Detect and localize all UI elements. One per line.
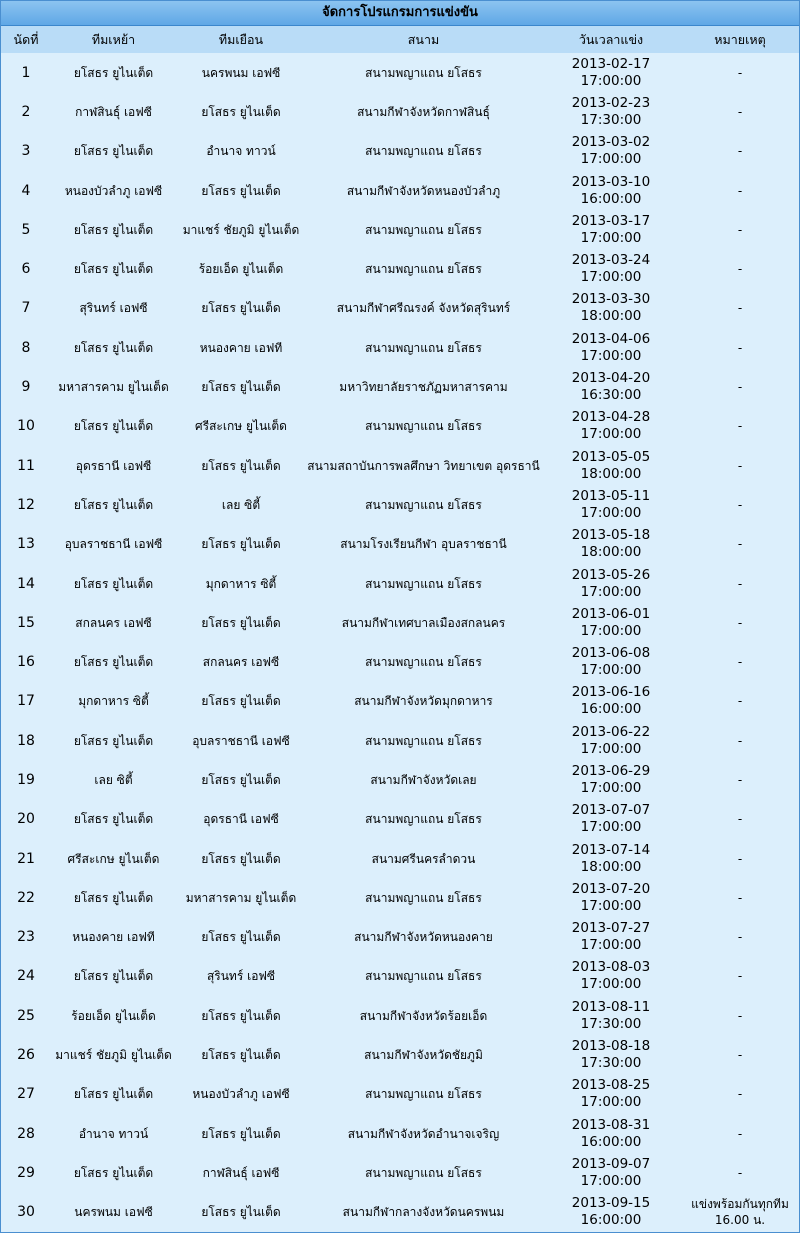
away-team: ยโสธร ยูไนเต็ด (201, 1048, 281, 1063)
stadium: สนามกีฬาศรีณรงค์ จังหวัดสุรินทร์ (336, 301, 511, 316)
table-row (1, 682, 799, 721)
table-row (1, 367, 799, 406)
match-datetime (541, 446, 681, 485)
away-team: ยโสธร ยูไนเต็ด (201, 301, 281, 316)
match-number: 15 (17, 614, 35, 631)
match-time: 17:00:00 (580, 976, 642, 993)
stadium: สนามพญาแถน ยโสธร (365, 144, 482, 159)
match-time: 17:00:00 (580, 347, 642, 364)
match-datetime (541, 92, 681, 131)
match-number: 9 (21, 379, 31, 396)
match-date: 2013-05-05 (571, 448, 651, 465)
match-datetime (541, 1114, 681, 1153)
match-number: 13 (17, 536, 35, 553)
match-number: 7 (21, 300, 31, 317)
match-date: 2013-08-18 (571, 1038, 651, 1055)
match-date: 2013-09-15 (571, 1195, 651, 1212)
stadium: สนามสถาบันการพลศึกษา วิทยาเขต อุดรธานี (307, 458, 540, 473)
match-date: 2013-02-17 (571, 55, 651, 72)
home-team: นครพนม เอฟซี (74, 1205, 153, 1220)
match-date: 2013-03-10 (571, 173, 651, 190)
stadium: สนามกีฬากลางจังหวัดนครพนม (342, 1205, 505, 1220)
note: - (737, 1087, 743, 1102)
match-number: 5 (21, 221, 31, 238)
stadium: สนามพญาแถน ยโสธร (365, 969, 482, 984)
note: - (737, 615, 743, 630)
away-team: เลย ซิตี้ (221, 497, 261, 512)
home-team: หนองบัวลำภู เอฟซี (64, 183, 163, 198)
match-datetime (541, 249, 681, 288)
match-datetime (541, 682, 681, 721)
match-datetime (541, 642, 681, 681)
away-team: หนองบัวลำภู เอฟซี (192, 1087, 290, 1102)
table-row (1, 407, 799, 446)
stadium: สนามกีฬาจังหวัดหนองคาย (354, 930, 493, 945)
note: - (737, 851, 743, 866)
stadium: สนามพญาแถน ยโสธร (365, 1087, 482, 1102)
stadium: สนามพญาแถน ยโสธร (365, 576, 482, 591)
stadium: สนามพญาแถน ยโสธร (365, 262, 482, 277)
home-team: อุดรธานี เอฟซี (75, 458, 152, 473)
table-row (1, 92, 799, 131)
table-row (1, 210, 799, 249)
match-date: 2013-06-22 (571, 723, 651, 740)
away-team: นครพนม เอฟซี (201, 65, 281, 80)
match-number: 2 (21, 103, 31, 120)
home-team: ยโสธร ยูไนเต็ด (73, 340, 154, 355)
match-number: 3 (21, 143, 31, 160)
match-time: 17:00:00 (580, 937, 642, 954)
match-number: 4 (21, 182, 31, 199)
match-time: 17:00:00 (580, 897, 642, 914)
match-datetime (541, 210, 681, 249)
column-header-datetime: วันเวลาแข่ง (541, 26, 681, 53)
match-number: 23 (17, 929, 35, 946)
note: - (737, 772, 743, 787)
home-team: ร้อยเอ็ด ยูไนเต็ด (71, 1008, 156, 1023)
match-datetime (541, 760, 681, 799)
match-time: 17:30:00 (580, 111, 642, 128)
match-date: 2013-02-23 (571, 94, 651, 111)
stadium: สนามกีฬาเทศบาลเมืองสกลนคร (341, 615, 506, 630)
table-row (1, 1193, 799, 1232)
match-datetime (541, 800, 681, 839)
match-datetime (541, 407, 681, 446)
match-date: 2013-03-02 (571, 134, 651, 151)
away-team: อำนาจ ทาวน์ (206, 144, 276, 159)
match-date: 2013-06-08 (571, 645, 651, 662)
note: - (737, 301, 743, 316)
note: - (737, 262, 743, 277)
match-datetime (541, 367, 681, 406)
match-time: 18:00:00 (580, 465, 642, 482)
match-datetime (541, 132, 681, 171)
note: - (737, 458, 743, 473)
table-row (1, 289, 799, 328)
note: - (737, 1165, 743, 1180)
match-number: 27 (17, 1086, 35, 1103)
home-team: สกลนคร เอฟซี (75, 615, 152, 630)
stadium: สนามพญาแถน ยโสธร (365, 812, 482, 827)
table-row (1, 1035, 799, 1074)
note: - (737, 222, 743, 237)
match-time: 16:30:00 (580, 387, 642, 404)
note: - (737, 733, 743, 748)
match-date: 2013-04-06 (571, 330, 651, 347)
match-number: 19 (17, 771, 35, 788)
match-time: 17:00:00 (580, 779, 642, 796)
match-number: 24 (17, 968, 35, 985)
match-number: 11 (17, 457, 35, 474)
note: - (737, 694, 743, 709)
away-team: มุกดาหาร ซิตี้ (205, 576, 277, 591)
match-datetime (541, 1193, 681, 1232)
match-datetime (541, 839, 681, 878)
home-team: ยโสธร ยูไนเต็ด (73, 144, 154, 159)
table-header-row (1, 26, 799, 53)
table-row (1, 760, 799, 799)
note: - (737, 655, 743, 670)
match-time: 18:00:00 (580, 544, 642, 561)
match-datetime (541, 53, 681, 92)
match-date: 2013-06-16 (571, 684, 651, 701)
match-datetime (541, 289, 681, 328)
away-team: ร้อยเอ็ด ยูไนเต็ด (198, 262, 284, 277)
column-header-match-no: นัดที่ (1, 26, 51, 53)
table-row (1, 918, 799, 957)
away-team: กาฬสินธุ์ เอฟซี (202, 1165, 280, 1180)
home-team: มุกดาหาร ซิตี้ (78, 694, 149, 709)
column-header-stadium: สนาม (306, 26, 541, 53)
stadium: สนามพญาแถน ยโสธร (365, 733, 482, 748)
table-row (1, 328, 799, 367)
note: - (737, 890, 743, 905)
stadium: สนามโรงเรียนกีฬา อุบลราชธานี (340, 537, 507, 552)
match-time: 17:00:00 (580, 740, 642, 757)
table-row (1, 721, 799, 760)
away-team: มาแชร์ ชัยภูมิ ยูไนเต็ด (182, 222, 300, 237)
match-datetime (541, 957, 681, 996)
match-datetime (541, 603, 681, 642)
match-datetime (541, 721, 681, 760)
match-time: 17:00:00 (580, 1094, 642, 1111)
match-number: 6 (21, 261, 31, 278)
table-row (1, 525, 799, 564)
match-number: 17 (17, 693, 35, 710)
note: - (737, 537, 743, 552)
stadium: สนามพญาแถน ยโสธร (365, 65, 482, 80)
match-datetime (541, 878, 681, 917)
match-time: 17:00:00 (580, 229, 642, 246)
table-row (1, 839, 799, 878)
match-datetime (541, 525, 681, 564)
match-time: 17:00:00 (580, 504, 642, 521)
home-team: ยโสธร ยูไนเต็ด (73, 419, 154, 434)
match-date: 2013-08-31 (571, 1116, 651, 1133)
stadium: สนามพญาแถน ยโสธร (365, 890, 482, 905)
home-team: ยโสธร ยูไนเต็ด (73, 1087, 154, 1102)
match-number: 10 (17, 418, 35, 435)
match-time: 18:00:00 (580, 308, 642, 325)
match-date: 2013-08-25 (571, 1077, 651, 1094)
stadium: สนามพญาแถน ยโสธร (365, 340, 482, 355)
match-time: 17:00:00 (580, 151, 642, 168)
match-date: 2013-05-26 (571, 566, 651, 583)
table-row (1, 1153, 799, 1192)
column-header-home-team: ทีมเหย้า (51, 26, 176, 53)
note: - (737, 104, 743, 119)
note: - (737, 1126, 743, 1141)
note: - (737, 812, 743, 827)
table-row (1, 800, 799, 839)
panel-title: จัดการโปรแกรมการแข่งขัน (1, 1, 799, 26)
table-row (1, 249, 799, 288)
match-datetime (541, 564, 681, 603)
match-date: 2013-08-11 (571, 998, 651, 1015)
table-row (1, 1114, 799, 1153)
match-date: 2013-03-17 (571, 212, 651, 229)
note: - (737, 1048, 743, 1063)
match-datetime (541, 1035, 681, 1074)
home-team: อำนาจ ทาวน์ (78, 1126, 149, 1141)
home-team: มาแชร์ ชัยภูมิ ยูไนเต็ด (55, 1048, 172, 1063)
note: - (737, 340, 743, 355)
table-row (1, 132, 799, 171)
match-date: 2013-05-18 (571, 527, 651, 544)
match-datetime (541, 485, 681, 524)
stadium: สนามกีฬาจังหวัดกาฬสินธุ์ (357, 104, 490, 119)
note: - (737, 144, 743, 159)
home-team: ยโสธร ยูไนเต็ด (73, 969, 154, 984)
match-datetime (541, 171, 681, 210)
home-team: ยโสธร ยูไนเต็ด (73, 812, 154, 827)
away-team: อุดรธานี เอฟซี (203, 812, 279, 827)
match-number: 12 (17, 496, 35, 513)
stadium: สนามกีฬาจังหวัดร้อยเอ็ด (359, 1008, 488, 1023)
match-date: 2013-04-28 (571, 409, 651, 426)
table-row (1, 171, 799, 210)
away-team: ยโสธร ยูไนเต็ด (201, 851, 281, 866)
match-number: 22 (17, 889, 35, 906)
match-number: 1 (21, 64, 31, 81)
away-team: ยโสธร ยูไนเต็ด (201, 380, 281, 395)
home-team: สุรินทร์ เอฟซี (79, 301, 148, 316)
table-row (1, 1075, 799, 1114)
match-date: 2013-07-20 (571, 880, 651, 897)
match-number: 20 (17, 811, 35, 828)
table-row (1, 996, 799, 1035)
stadium: สนามพญาแถน ยโสธร (365, 497, 482, 512)
table-row (1, 485, 799, 524)
stadium: มหาวิทยาลัยราชภัฏมหาสารคาม (339, 380, 508, 395)
match-date: 2013-09-07 (571, 1155, 651, 1172)
home-team: ยโสธร ยูไนเต็ด (73, 733, 154, 748)
stadium: สนามศรีนครลำดวน (371, 851, 476, 866)
away-team: ยโสธร ยูไนเต็ด (201, 1126, 281, 1141)
stadium: สนามพญาแถน ยโสธร (365, 222, 482, 237)
home-team: ยโสธร ยูไนเต็ด (73, 222, 154, 237)
home-team: ยโสธร ยูไนเต็ด (73, 65, 154, 80)
match-number: 8 (21, 339, 31, 356)
stadium: สนามกีฬาจังหวัดหนองบัวลำภู (346, 183, 501, 198)
away-team: ยโสธร ยูไนเต็ด (201, 1205, 281, 1220)
match-date: 2013-07-14 (571, 841, 651, 858)
away-team: อุบลราชธานี เอฟซี (192, 733, 290, 748)
match-datetime (541, 1153, 681, 1192)
match-time: 17:00:00 (580, 622, 642, 639)
home-team: มหาสารคาม ยูไนเต็ด (58, 380, 169, 395)
away-team: ยโสธร ยูไนเต็ด (201, 615, 281, 630)
away-team: ยโสธร ยูไนเต็ด (201, 1008, 281, 1023)
table-row (1, 603, 799, 642)
match-time: 17:00:00 (580, 662, 642, 679)
match-time: 17:30:00 (580, 1055, 642, 1072)
stadium: สนามกีฬาจังหวัดอำนาจเจริญ (347, 1126, 500, 1141)
stadium: สนามกีฬาจังหวัดชัยภูมิ (364, 1048, 483, 1063)
match-time: 18:00:00 (580, 858, 642, 875)
away-team: ยโสธร ยูไนเต็ด (201, 537, 281, 552)
away-team: สุรินทร์ เอฟซี (206, 969, 276, 984)
note: - (737, 380, 743, 395)
table-row (1, 446, 799, 485)
match-time: 17:30:00 (580, 1015, 642, 1032)
stadium: สนามพญาแถน ยโสธร (365, 655, 482, 670)
table-row (1, 957, 799, 996)
away-team: สกลนคร เอฟซี (202, 655, 280, 670)
match-number: 25 (17, 1007, 35, 1024)
match-time: 17:00:00 (580, 426, 642, 443)
note: - (737, 497, 743, 512)
match-date: 2013-06-01 (571, 605, 651, 622)
away-team: หนองคาย เอฟที (199, 340, 283, 355)
match-time: 16:00:00 (580, 701, 642, 718)
away-team: ยโสธร ยูไนเต็ด (201, 930, 281, 945)
note: - (737, 576, 743, 591)
stadium: สนามกีฬาจังหวัดมุกดาหาร (354, 694, 493, 709)
match-number: 29 (17, 1164, 35, 1181)
home-team: เลย ซิตี้ (94, 772, 133, 787)
note: - (737, 969, 743, 984)
stadium: สนามพญาแถน ยโสธร (365, 419, 482, 434)
away-team: ยโสธร ยูไนเต็ด (201, 183, 281, 198)
table-row (1, 878, 799, 917)
away-team: ยโสธร ยูไนเต็ด (201, 458, 281, 473)
note: - (737, 183, 743, 198)
note: แข่งพร้อมกันทุกทีม 16.00 น. (691, 1197, 789, 1228)
stadium: สนามพญาแถน ยโสธร (365, 1165, 482, 1180)
away-team: ศรีสะเกษ ยูไนเต็ด (195, 419, 287, 434)
home-team: ยโสธร ยูไนเต็ด (73, 262, 154, 277)
note: - (737, 1008, 743, 1023)
away-team: ยโสธร ยูไนเต็ด (201, 694, 281, 709)
match-number: 30 (17, 1204, 35, 1221)
match-number: 14 (17, 575, 35, 592)
match-date: 2013-07-27 (571, 920, 651, 937)
match-time: 16:00:00 (580, 190, 642, 207)
table-row (1, 564, 799, 603)
away-team: ยโสธร ยูไนเต็ด (201, 104, 281, 119)
match-number: 28 (17, 1125, 35, 1142)
home-team: ยโสธร ยูไนเต็ด (73, 497, 154, 512)
home-team: ยโสธร ยูไนเต็ด (73, 890, 154, 905)
match-number: 16 (17, 654, 35, 671)
match-time: 16:00:00 (580, 1212, 642, 1229)
match-number: 26 (17, 1047, 35, 1064)
home-team: หนองคาย เอฟที (72, 930, 155, 945)
match-time: 17:00:00 (580, 819, 642, 836)
match-date: 2013-08-03 (571, 959, 651, 976)
match-date: 2013-05-11 (571, 487, 651, 504)
match-datetime (541, 328, 681, 367)
note: - (737, 65, 743, 80)
column-header-away-team: ทีมเยือน (176, 26, 306, 53)
match-time: 17:00:00 (580, 269, 642, 286)
match-date: 2013-07-07 (571, 802, 651, 819)
note: - (737, 419, 743, 434)
match-date: 2013-03-30 (571, 291, 651, 308)
match-time: 17:00:00 (580, 72, 642, 89)
match-datetime (541, 918, 681, 957)
match-datetime (541, 1075, 681, 1114)
home-team: ศรีสะเกษ ยูไนเต็ด (67, 851, 160, 866)
match-datetime (541, 996, 681, 1035)
match-date: 2013-04-20 (571, 370, 651, 387)
home-team: ยโสธร ยูไนเต็ด (73, 1165, 154, 1180)
home-team: ยโสธร ยูไนเต็ด (73, 655, 154, 670)
home-team: กาฬสินธุ์ เอฟซี (75, 104, 152, 119)
match-time: 16:00:00 (580, 1133, 642, 1150)
schedule-table (1, 26, 799, 1232)
table-row (1, 642, 799, 681)
match-date: 2013-03-24 (571, 252, 651, 269)
away-team: ยโสธร ยูไนเต็ด (201, 772, 281, 787)
home-team: อุบลราชธานี เอฟซี (64, 537, 163, 552)
away-team: มหาสารคาม ยูไนเต็ด (185, 890, 297, 905)
match-time: 17:00:00 (580, 583, 642, 600)
table-row (1, 53, 799, 92)
match-number: 21 (17, 850, 35, 867)
match-date: 2013-06-29 (571, 762, 651, 779)
stadium: สนามกีฬาจังหวัดเลย (370, 772, 477, 787)
home-team: ยโสธร ยูไนเต็ด (73, 576, 154, 591)
match-number: 18 (17, 732, 35, 749)
column-header-note: หมายเหตุ (681, 26, 799, 53)
match-time: 17:00:00 (580, 1172, 642, 1189)
note: - (737, 930, 743, 945)
